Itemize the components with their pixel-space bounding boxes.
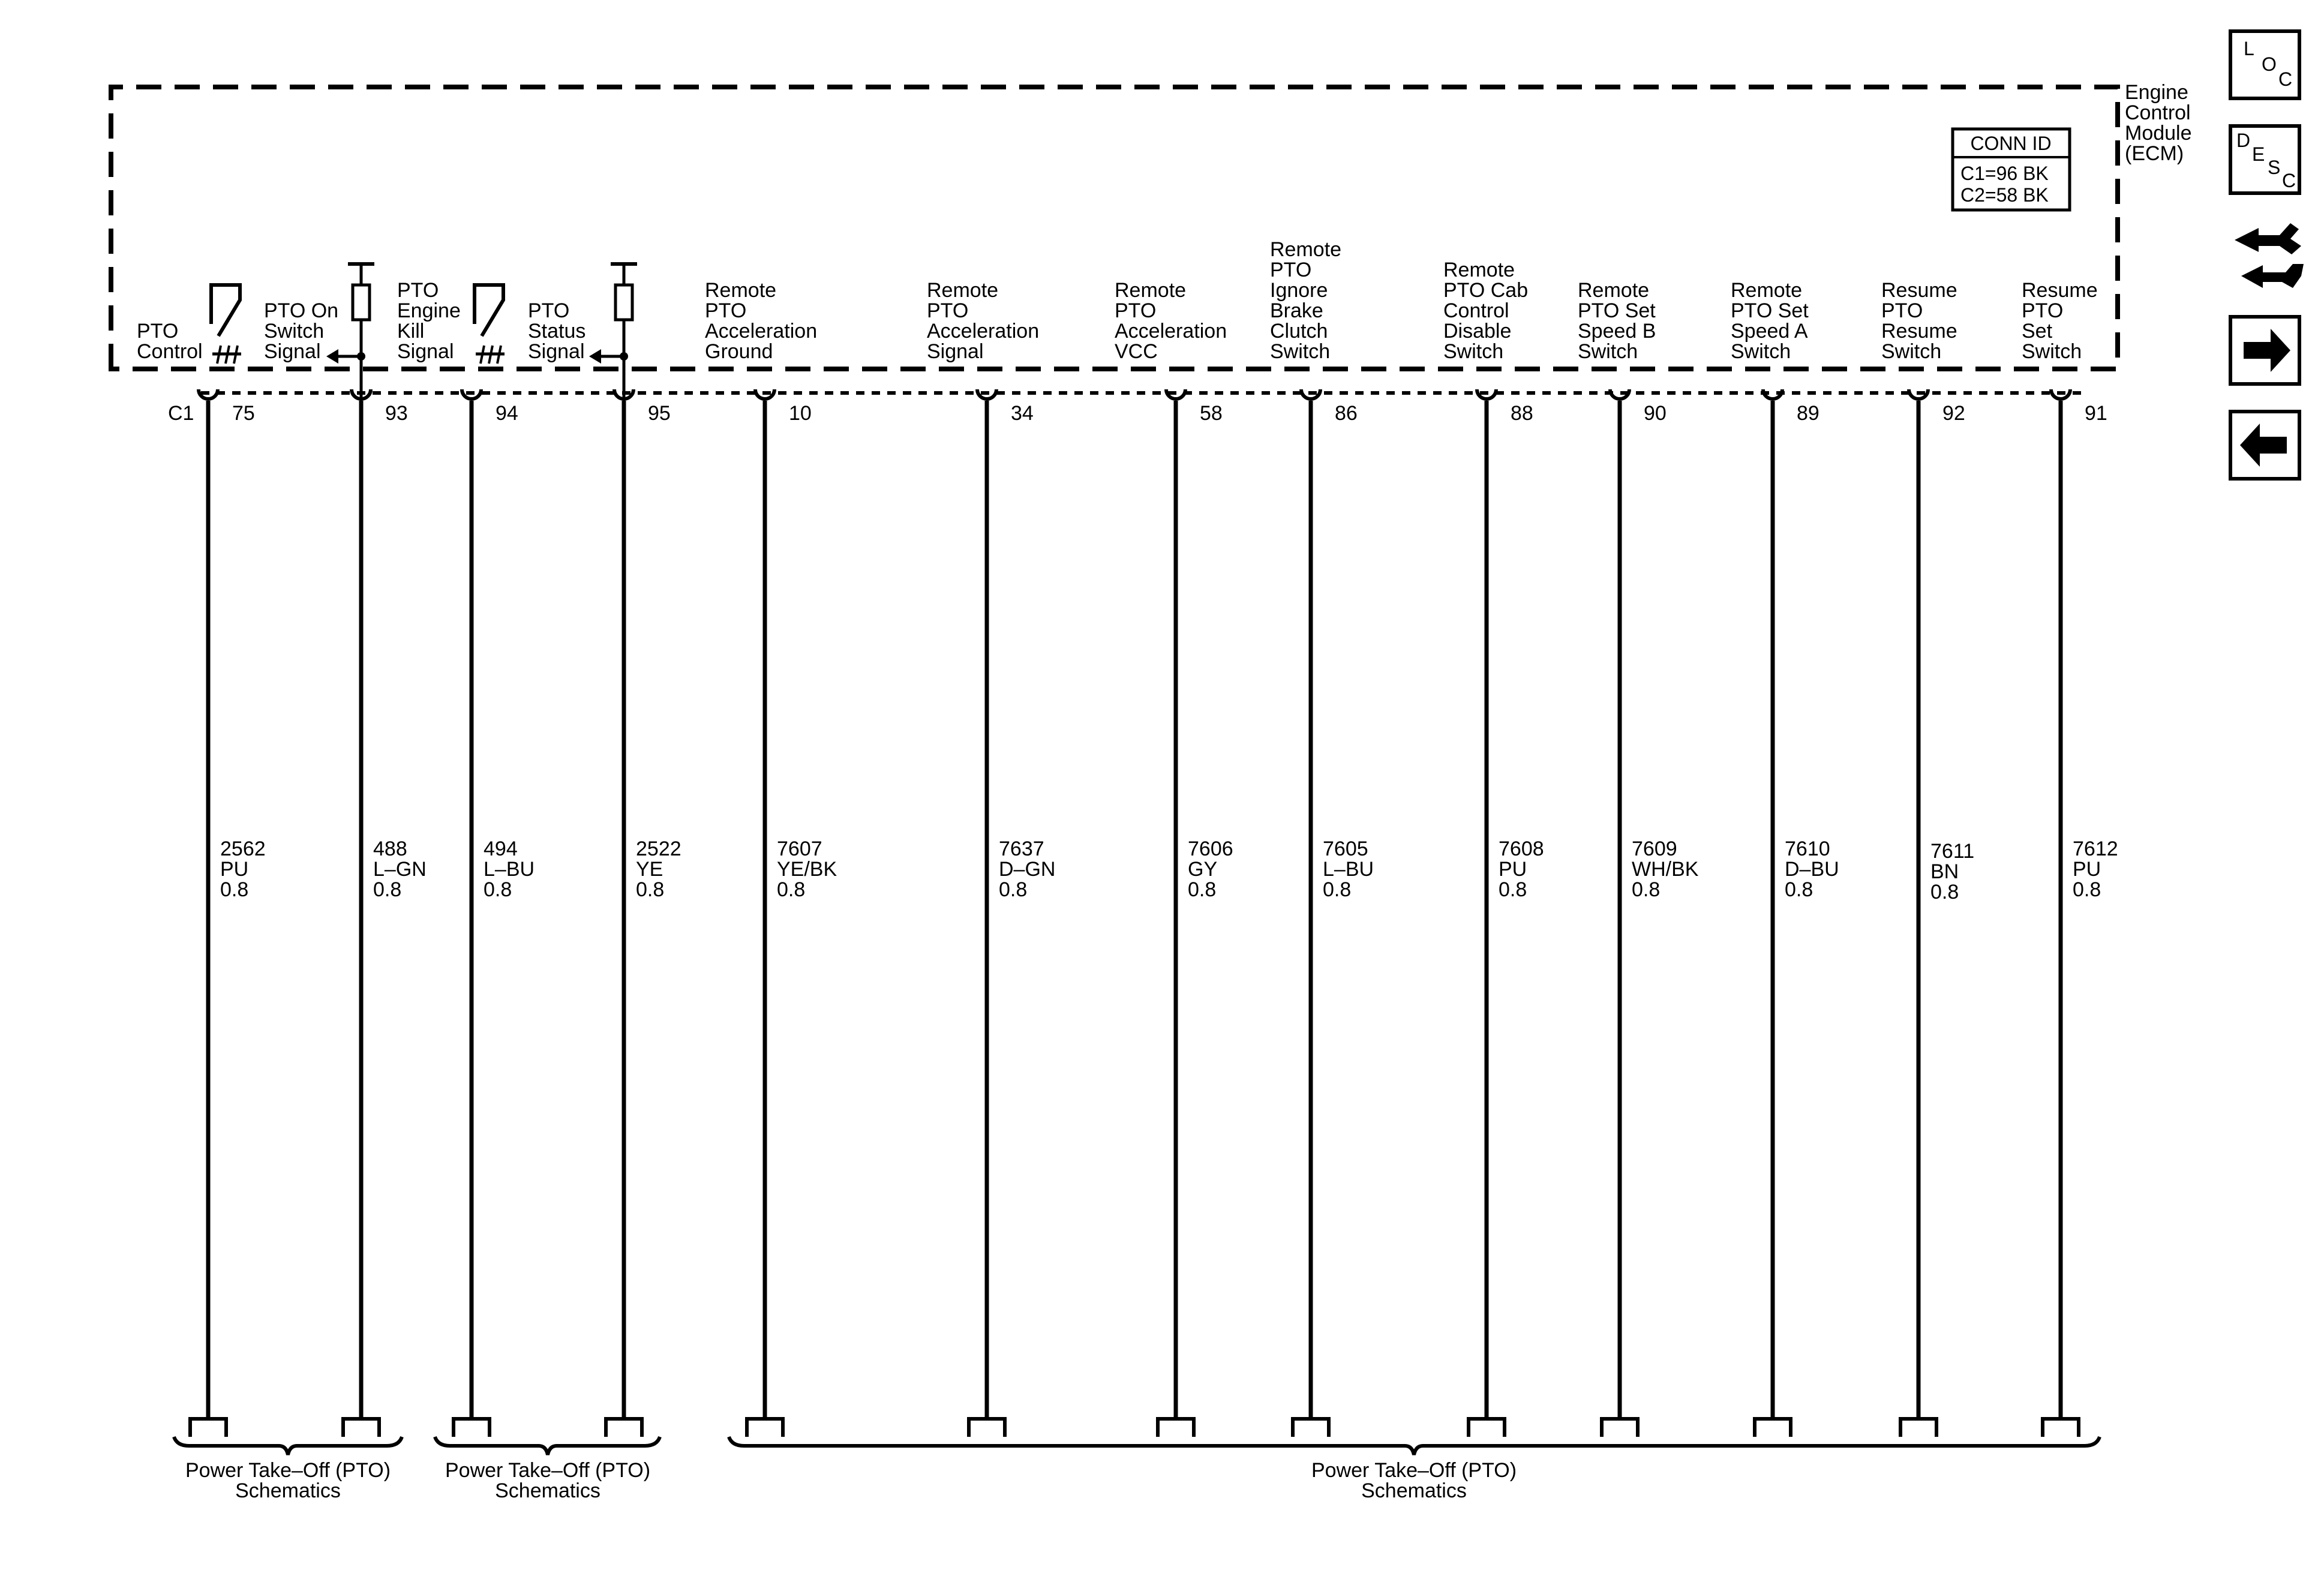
circuit-label: PTO (528, 299, 570, 322)
wire-spec: 7609 (1632, 837, 1677, 860)
wire-spec: 494 (484, 837, 518, 860)
module-name (2125, 81, 2192, 165)
conn-id-title: CONN ID (1970, 133, 2052, 154)
circuit-label: Acceleration (705, 320, 818, 343)
circuit-label: Remote (1270, 238, 1342, 261)
circuit-label: Remote (1443, 259, 1515, 281)
schematic-reference (729, 1437, 2100, 1502)
circuit-group (1443, 259, 1544, 1437)
reference-brace (435, 1437, 660, 1455)
module-name-line: Control (2125, 101, 2191, 124)
wire-spec: 7608 (1499, 837, 1544, 860)
wire-spec: YE (636, 858, 663, 881)
pin-terminal (1610, 389, 1629, 399)
wire-spec: PU (220, 858, 249, 881)
wire-terminal (190, 1419, 226, 1437)
schematic-references (174, 1437, 2100, 1502)
circuit-label: Switch (264, 320, 325, 343)
wire-spec: 0.8 (1632, 878, 1661, 901)
desc-letter: E (2252, 143, 2265, 165)
wire-spec: 488 (373, 837, 407, 860)
circuit-label: PTO (1270, 259, 1312, 281)
wire-terminal (1293, 1419, 1329, 1437)
circuit-group (705, 279, 837, 1437)
pin-number: 93 (385, 402, 408, 425)
wire-spec: PU (2073, 858, 2101, 881)
circuit-label: Acceleration (1115, 320, 1227, 343)
circuit-group (137, 320, 266, 1437)
wire-terminal (1900, 1419, 1936, 1437)
circuit-group (454, 299, 585, 1437)
pin-number: 89 (1797, 402, 1819, 425)
pin-number: 90 (1644, 402, 1667, 425)
circuit-group (1115, 279, 1233, 1437)
circuit-label: Speed A (1731, 320, 1808, 343)
wire-spec: 7606 (1188, 837, 1233, 860)
pin-number: 34 (1011, 402, 1034, 425)
circuit-group (1578, 279, 1699, 1437)
wire-spec: 0.8 (777, 878, 806, 901)
circuit-label: Ground (705, 340, 773, 363)
circuit-label: Resume (1881, 279, 1957, 302)
circuit-label: Acceleration (927, 320, 1040, 343)
wire-spec: 0.8 (1188, 878, 1217, 901)
circuit-label: Switch (2022, 340, 2082, 363)
circuit-label: Remote (927, 279, 999, 302)
wire-spec: YE/BK (777, 858, 837, 881)
desc-letter: C (2282, 170, 2296, 191)
wire-spec: 7605 (1323, 837, 1368, 860)
circuit-group (927, 279, 1055, 1437)
wire-spec: L–BU (1323, 858, 1374, 881)
reference-label: Schematics (1361, 1479, 1467, 1502)
reference-label: Schematics (495, 1479, 600, 1502)
circuit-label: PTO (705, 299, 747, 322)
circuit-group (1731, 279, 1839, 1437)
circuit-label: PTO On (264, 299, 339, 322)
circuit-group (264, 299, 338, 363)
wire-spec: 2522 (636, 837, 681, 860)
circuit-label: PTO (2022, 299, 2064, 322)
circuit-label: Remote (1731, 279, 1803, 302)
wire-spec: D–BU (1785, 858, 1839, 881)
wire-spec: 0.8 (2073, 878, 2101, 901)
wire-terminal (606, 1419, 642, 1437)
circuit-label: PTO Cab (1443, 279, 1529, 302)
resistor-icon (615, 285, 632, 320)
circuit-label: Signal (397, 340, 454, 363)
connector-tool-icon[interactable] (2235, 223, 2304, 288)
circuit-label: Switch (1731, 340, 1791, 363)
wire-spec: 0.8 (484, 878, 512, 901)
wire-spec: L–GN (373, 858, 427, 881)
wire-spec: 0.8 (1499, 878, 1527, 901)
wire-spec: D–GN (999, 858, 1056, 881)
circuit-group (606, 389, 681, 1437)
arrow-left-icon (589, 349, 601, 364)
module-name-line: (ECM) (2125, 142, 2184, 165)
wire-spec: GY (1188, 858, 1218, 881)
wire-terminal (2043, 1419, 2079, 1437)
wire-spec: 0.8 (1785, 878, 1813, 901)
wire-spec: 7611 (1930, 840, 1975, 863)
circuit-label: PTO (1881, 299, 1923, 322)
reference-brace (729, 1437, 2100, 1455)
circuit-label: Signal (528, 340, 585, 363)
circuit-label: Switch (1443, 340, 1504, 363)
pin-number: 88 (1511, 402, 1533, 425)
circuit-label: PTO Set (1731, 299, 1809, 322)
circuit-label: Switch (1881, 340, 1942, 363)
circuit-label: Ignore (1270, 279, 1328, 302)
circuit-label: Remote (1115, 279, 1187, 302)
reference-label: Schematics (235, 1479, 341, 1502)
circuit-group (343, 279, 461, 1437)
circuit-label: Switch (1270, 340, 1331, 363)
circuit-label: Engine (397, 299, 461, 322)
circuit-label: Switch (1578, 340, 1638, 363)
switch-icon (475, 285, 503, 336)
resistor-icon (353, 285, 370, 320)
schematic-reference (435, 1437, 660, 1502)
reference-label: Power Take–Off (PTO) (185, 1459, 391, 1482)
wire-spec: 0.8 (373, 878, 402, 901)
loc-letter: O (2262, 53, 2277, 75)
loc-button[interactable] (2230, 31, 2299, 98)
circuit-label: PTO Set (1578, 299, 1656, 322)
pin-number: 94 (496, 402, 518, 425)
wire-spec: WH/BK (1632, 858, 1699, 881)
connector-label: C1 (168, 402, 194, 425)
wire-spec: 0.8 (1323, 878, 1352, 901)
loc-letter: C (2278, 68, 2293, 90)
conn-id-line: C1=96 BK (1960, 163, 2049, 184)
reference-label: Power Take–Off (PTO) (445, 1459, 651, 1482)
circuit-label: Set (2022, 320, 2053, 343)
pin-terminal (1763, 389, 1782, 399)
wire-terminal (969, 1419, 1005, 1437)
circuit-label: Remote (705, 279, 777, 302)
pin-number: 91 (2085, 402, 2107, 425)
wire-spec: 2562 (220, 837, 266, 860)
wire-terminal (1469, 1419, 1505, 1437)
next-page-button[interactable] (2230, 317, 2299, 384)
desc-button[interactable] (2230, 126, 2299, 193)
circuit-label: PTO (397, 279, 439, 302)
pin-number: 92 (1942, 402, 1965, 425)
circuit-label: Kill (397, 320, 425, 343)
circuit-label: Control (1443, 299, 1509, 322)
conn-id-box (1953, 129, 2070, 210)
pin-number: 58 (1200, 402, 1223, 425)
arrow-left-icon (326, 349, 338, 364)
wire-terminal (747, 1419, 783, 1437)
pin-number: 95 (648, 402, 671, 425)
circuit-group (2022, 279, 2118, 1437)
wire-terminal (1158, 1419, 1194, 1437)
wire-spec: 0.8 (999, 878, 1028, 901)
wire-spec: 0.8 (636, 878, 665, 901)
wire-terminal (1602, 1419, 1638, 1437)
pin-number: 86 (1335, 402, 1358, 425)
wire-spec: 0.8 (220, 878, 249, 901)
wire-spec: PU (1499, 858, 1527, 881)
loc-letter: L (2244, 38, 2254, 59)
wire-terminal (454, 1419, 490, 1437)
circuit-label: Resume (2022, 279, 2098, 302)
circuit-label: PTO (137, 320, 179, 343)
circuit-label: Speed B (1578, 320, 1656, 343)
circuit-label: Signal (927, 340, 984, 363)
circuit-label: Disable (1443, 320, 1512, 343)
circuits (137, 238, 2118, 1437)
circuit-group (1270, 238, 1374, 1437)
pin-number: 10 (789, 402, 812, 425)
circuit-label: VCC (1115, 340, 1158, 363)
circuit-label: Resume (1881, 320, 1957, 343)
desc-letter: S (2268, 157, 2281, 178)
desc-letter: D (2236, 130, 2251, 151)
conn-id-line: C2=58 BK (1960, 184, 2049, 206)
circuit-label: Brake (1270, 299, 1323, 322)
module-name-line: Engine (2125, 81, 2188, 104)
circuit-label: PTO (1115, 299, 1157, 322)
wire-terminal (343, 1419, 379, 1437)
switch-icon (211, 285, 240, 336)
circuit-label: Remote (1578, 279, 1650, 302)
previous-page-button[interactable] (2230, 412, 2299, 479)
circuit-group (1881, 279, 1974, 1437)
wire-spec: 0.8 (1930, 881, 1959, 903)
wire-terminal (1755, 1419, 1791, 1437)
wire-spec: BN (1930, 860, 1959, 883)
circuit-label: Status (528, 320, 586, 343)
reference-label: Power Take–Off (PTO) (1311, 1459, 1517, 1482)
circuit-label: PTO (927, 299, 969, 322)
wire-spec: 7607 (777, 837, 822, 860)
module-name-line: Module (2125, 122, 2192, 145)
wire-spec: 7637 (999, 837, 1044, 860)
circuit-label: Control (137, 340, 203, 363)
wire-spec: 7610 (1785, 837, 1830, 860)
wire-spec: 7612 (2073, 837, 2118, 860)
reference-brace (174, 1437, 402, 1455)
schematic-reference (174, 1437, 402, 1502)
circuit-label: Clutch (1270, 320, 1328, 343)
pin-number: 75 (232, 402, 255, 425)
circuit-label: Signal (264, 340, 321, 363)
wire-spec: L–BU (484, 858, 535, 881)
